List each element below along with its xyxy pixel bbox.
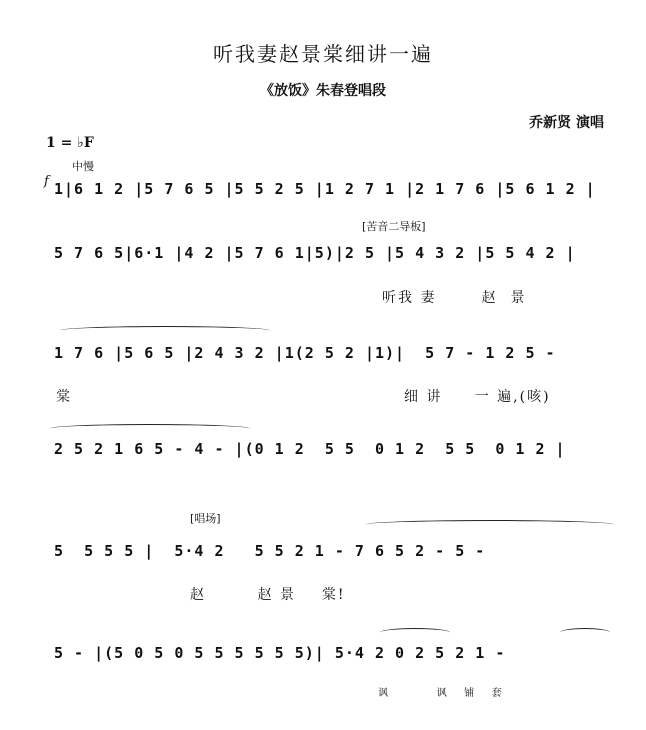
dynamic-marking: f xyxy=(44,174,49,189)
slur xyxy=(380,628,450,637)
banqiang-annotation: [苦音二导板] xyxy=(362,220,426,233)
lyric-line-6: 讽 讽 铺 套 xyxy=(378,688,504,699)
song-title: 听我妻赵景棠细讲一遍 xyxy=(213,42,433,66)
notation-line-3: 1 7 6 |5 6 5 |2 4 3 2 |1(2 5 2 |1)| 5 7 - 1 2 5 - xyxy=(54,344,556,362)
lyric-line-3b: 细 讲 一 遍,(咳) xyxy=(404,389,551,405)
tempo-marking: 中慢 xyxy=(72,160,94,173)
slur xyxy=(560,628,610,637)
slur xyxy=(60,326,270,335)
notation-line-1: 1|6 1 2 |5 7 6 5 |5 5 2 5 |1 2 7 1 |2 1 7 6 |5 6 1 2 | xyxy=(54,180,596,198)
lyric-line-2: 听我 妻 赵 景 xyxy=(382,290,527,306)
slur xyxy=(50,424,250,433)
lyric-line-5: 赵 赵 景 棠! xyxy=(190,587,346,603)
notation-line-5: 5 5 5 5 | 5·4 2 5 5 2 1 - 7 6 5 2 - 5 - xyxy=(54,542,486,560)
performer-credit: 乔新贤 演唱 xyxy=(529,115,604,131)
notation-line-6: 5 - |(5 0 5 0 5 5 5 5 5 5)| 5·4 2 0 2 5 2 1 - xyxy=(54,644,506,662)
slur xyxy=(366,520,614,529)
song-subtitle: 《放饭》朱春登唱段 xyxy=(260,83,386,99)
changchang-annotation: [唱场] xyxy=(190,512,221,525)
notation-line-2: 5 7 6 5|6·1 |4 2 |5 7 6 1|5)|2 5 |5 4 3 2 |5 5 4 2 | xyxy=(54,244,576,262)
lyric-line-3a: 棠 xyxy=(56,389,72,405)
notation-line-4: 2 5 2 1 6 5 - 4 - |(0 1 2 5 5 0 1 2 5 5 0 1 2 | xyxy=(54,440,566,458)
key-signature: 1 = ♭F xyxy=(46,135,94,151)
